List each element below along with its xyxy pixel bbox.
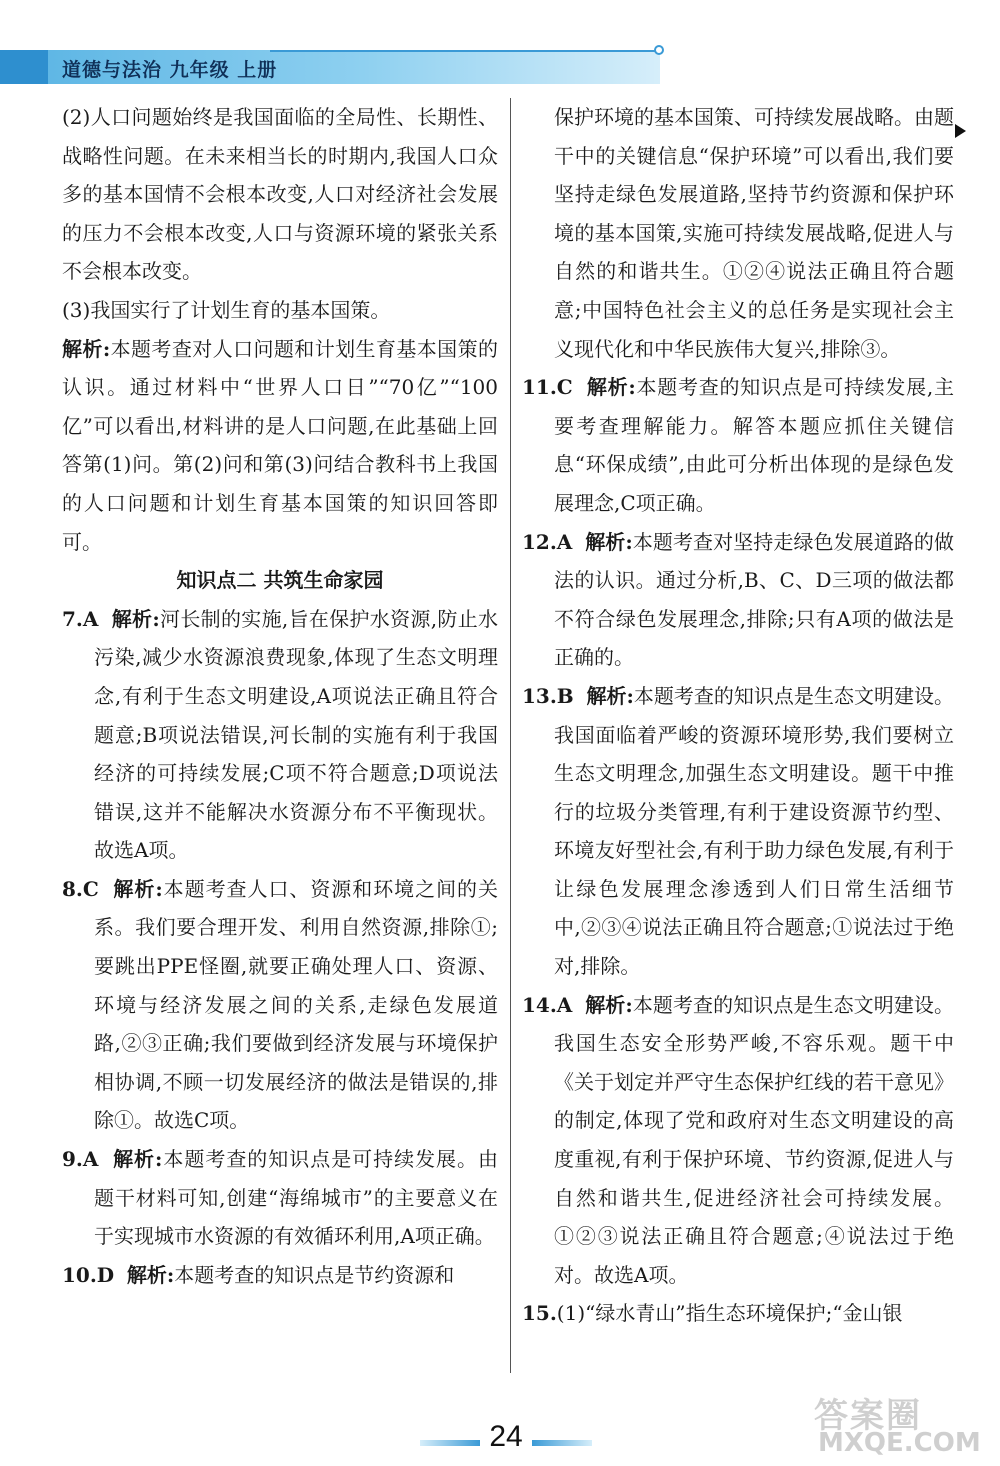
book-title: 道德与法治 九年级 上册 xyxy=(62,59,278,81)
question-number: 15. xyxy=(522,1301,557,1326)
question-item xyxy=(522,986,954,1295)
question-item xyxy=(522,1294,954,1333)
analysis-text: 本题考查对坚持走绿色发展道路的做法的认识。通过分析,B、C、D三项的做法都不符合绿色发展理念,排除;只有A项的做法是正确的。 xyxy=(554,529,954,670)
analysis-text: 本题考查对人口问题和计划生育基本国策的认识。通过材料中“世界人口日”“70亿”“100亿”可以看出,材料讲的是人口问题,在此基础上回答第(1)问。第(2)问和第(3)问结合教科书上我国的人口问题和计划生育基本国策的知识回答即可。 xyxy=(62,336,498,554)
header-accent-block xyxy=(0,50,48,84)
analysis-text: 本题考查的知识点是生态文明建设。我国面临着严峻的资源环境形势,我们要树立生态文明理念,加强生态文明建设。题干中推行的垃圾分类管理,有利于建设资源节约型、环境友好型社会,有利于助力绿色发展,有利于让绿色发展理念渗透到人们日常生活细节中,②③④说法正确且符合题意;①说法过于绝对,排除。 xyxy=(554,683,954,979)
question-item xyxy=(62,870,498,1140)
question-item xyxy=(62,1256,498,1295)
watermark-text-en: MXQE.COM xyxy=(818,1428,981,1458)
question-item xyxy=(522,523,954,677)
analysis-label: 解析: xyxy=(585,992,633,1017)
header-rule xyxy=(270,50,656,52)
watermark-logo xyxy=(808,1388,988,1464)
triangle-marker-icon xyxy=(955,124,966,138)
analysis-label: 解析: xyxy=(111,606,160,631)
question-item xyxy=(522,368,954,522)
question-number: 13.B xyxy=(522,683,574,708)
column-divider xyxy=(510,98,511,1373)
analysis-text: 本题考查的知识点是节约资源和 xyxy=(174,1262,455,1287)
question-number: 11.C xyxy=(522,375,573,400)
footer-ornament-left xyxy=(420,1440,480,1446)
question-item xyxy=(522,677,954,986)
analysis-paragraph xyxy=(62,330,498,562)
analysis-text: 本题考查的知识点是可持续发展,主要考查理解能力。解答本题应抓住关键信息“环保成绩”,由此可分析出体现的是绿色发展理念,C项正确。 xyxy=(554,375,955,515)
question-number: 9.A xyxy=(62,1147,99,1172)
analysis-text: 本题考查人口、资源和环境之间的关系。我们要合理开发、利用自然资源,排除①;要跳出PPE怪圈,就要正确处理人口、资源、环境与经济发展之间的关系,走绿色发展道路,②③正确;我们要做到经济发展与环境保护相协调,不顾一切发展经济的做法是错误的,排除①。故选C项。 xyxy=(94,876,498,1133)
watermark-text-cn: 答案圈 xyxy=(814,1396,922,1436)
analysis-label: 解析: xyxy=(586,375,636,400)
left-column xyxy=(62,98,498,1294)
answer-paragraph: (3)我国实行了计划生育的基本国策。 xyxy=(62,297,391,322)
analysis-label: 解析: xyxy=(586,683,634,708)
continued-paragraph: 保护环境的基本国策、可持续发展战略。由题干中的关键信息“保护环境”可以看出,我们要坚持走绿色发展道路,坚持节约资源和保护环境的基本国策,实施可持续发展战略,促进人与自然的和谐共生。①②④说法正确且符合题意;中国特色社会主义的总任务是实现社会主义现代化和中华民族伟大复兴,排除③。 xyxy=(554,105,954,361)
answer-text: (1)“绿水青山”指生态环境保护;“金山银 xyxy=(556,1301,903,1326)
question-number: 7.A xyxy=(62,606,99,631)
question-item xyxy=(62,600,498,870)
right-column xyxy=(522,98,954,1333)
question-number: 10.D xyxy=(62,1262,115,1287)
answer-paragraph: (2)人口问题始终是我国面临的全局性、长期性、战略性问题。在未来相当长的时期内,我国人口众多的基本国情不会根本改变,人口对经济社会发展的压力不会根本改变,人口与资源环境的紧张关系不会根本改变。 xyxy=(62,105,498,284)
analysis-text: 本题考查的知识点是可持续发展。由题干材料可知,创建“海绵城市”的主要意义在于实现城市水资源的有效循环利用,A项正确。 xyxy=(94,1147,499,1249)
analysis-text: 河长制的实施,旨在保护水资源,防止水污染,减少水资源浪费现象,体现了生态文明理念,有利于生态文明建设,A项说法正确且符合题意;B项说法错误,河长制的实施有利于我国经济的可持续发展;C项不符合题意;D项说法错误,这并不能解决水资源分布不平衡现状。故选A项。 xyxy=(94,606,499,863)
footer-ornament-right xyxy=(532,1440,592,1446)
header-dot-icon xyxy=(654,45,664,55)
analysis-label: 解析: xyxy=(113,1147,163,1172)
question-number: 8.C xyxy=(62,876,99,901)
question-number: 14.A xyxy=(522,992,573,1017)
analysis-label: 解析: xyxy=(113,876,163,901)
question-item xyxy=(62,1140,498,1256)
question-number: 12.A xyxy=(522,529,573,554)
analysis-label: 解析: xyxy=(62,336,111,361)
analysis-label: 解析: xyxy=(126,1262,175,1287)
analysis-label: 解析: xyxy=(585,529,633,554)
page-number: 24 xyxy=(489,1420,523,1453)
section-title: 知识点二 共筑生命家园 xyxy=(176,568,384,593)
analysis-text: 本题考查的知识点是生态文明建设。我国生态安全形势严峻,不容乐观。题干中《关于划定并严守生态保护红线的若干意见》的制定,体现了党和政府对生态文明建设的高度重视,有利于保护环境、节约资源,促进人与自然和谐共生,促进经济社会可持续发展。①②③说法正确且符合题意;④说法过于绝对。故选A项。 xyxy=(554,992,954,1287)
